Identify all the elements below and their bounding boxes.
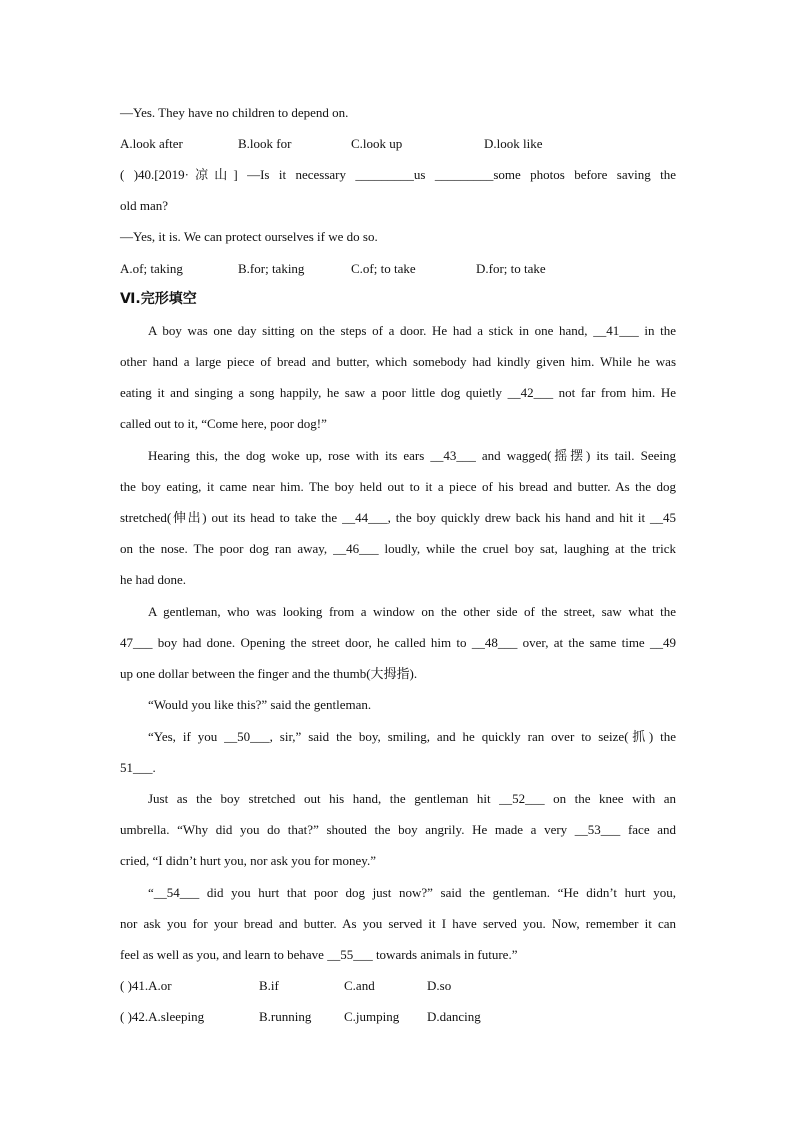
q40-option-b: B.for; taking xyxy=(238,261,305,276)
passage-line: “Would you like this?” said the gentleman. xyxy=(148,697,372,712)
q42-option-b: B.running xyxy=(259,1009,312,1024)
passage-line: nor ask you for your bread and butter. As you served it I have served you. Now, remember it can xyxy=(120,916,676,931)
q41-option-c: C.and xyxy=(344,978,375,993)
q39-option-b: B.look for xyxy=(238,136,292,151)
q39-option-a: A.look after xyxy=(120,136,183,151)
passage-line: A gentleman, who was looking from a window on the other side of the street, saw what the xyxy=(148,604,676,619)
q39-option-d: D.look like xyxy=(484,136,543,151)
passage-line: 47___ boy had done. Opening the street door, he called him to __48___ over, at the same time __49 xyxy=(120,635,676,650)
passage-line: cried, “I didn’t hurt you, nor ask you for money.” xyxy=(120,853,376,868)
q40-option-a: A.of; taking xyxy=(120,261,183,276)
dialogue-line: —Yes. They have no children to depend on. xyxy=(120,105,349,120)
q42-option-c: C.jumping xyxy=(344,1009,400,1024)
passage-line: stretched(伸出) out its head to take the __44___, the boy quickly drew back his hand and hit it __45 xyxy=(120,510,676,525)
q39-option-c: C.look up xyxy=(351,136,403,151)
q42-option-d: D.dancing xyxy=(427,1009,481,1024)
passage-line: feel as well as you, and learn to behave __55___ towards animals in future.” xyxy=(120,947,518,962)
q40-question-cont: old man? xyxy=(120,198,169,213)
passage-line: A boy was one day sitting on the steps of a door. He had a stick in one hand, __41___ in the xyxy=(148,323,676,338)
passage-line: up one dollar between the finger and the thumb(大拇指). xyxy=(120,666,418,681)
passage-line: on the nose. The poor dog ran away, __46___ loudly, while the cruel boy sat, laughing at the trick xyxy=(120,541,676,556)
q42-question: ( )42.A.sleeping xyxy=(120,1009,205,1024)
passage-line: eating it and singing a song happily, he saw a poor little dog quietly __42___ not far from him. He xyxy=(120,385,676,400)
passage-line: he had done. xyxy=(120,572,187,587)
q40-question: ( )40.[2019·凉山] —Is it necessary _________us _________some photos before saving the xyxy=(120,167,676,182)
q40-option-c: C.of; to take xyxy=(351,261,416,276)
passage-line: Hearing this, the dog woke up, rose with its ears __43___ and wagged(摇摆) its tail. Seeing xyxy=(148,448,676,463)
q41-option-b: B.if xyxy=(259,978,279,993)
q40-option-d: D.for; to take xyxy=(476,261,546,276)
passage-line: called out to it, “Come here, poor dog!” xyxy=(120,416,327,431)
q40-answer: —Yes, it is. We can protect ourselves if we do so. xyxy=(120,229,378,244)
passage-line: “__54___ did you hurt that poor dog just now?” said the gentleman. “He didn’t hurt you, xyxy=(148,885,676,900)
section-heading: Ⅵ.完形填空 xyxy=(120,291,197,307)
passage-line: 51___. xyxy=(120,760,156,775)
passage-line: the boy eating, it came near him. The boy held out to it a piece of his bread and butter. As the dog xyxy=(120,479,676,494)
passage-line: Just as the boy stretched out his hand, the gentleman hit __52___ on the knee with an xyxy=(148,791,676,806)
passage-line: “Yes, if you __50___, sir,” said the boy, smiling, and he quickly ran over to seize(抓) the xyxy=(148,729,676,744)
passage-line: other hand a large piece of bread and butter, which somebody had kindly given him. While he was xyxy=(120,354,676,369)
q41-question: ( )41.A.or xyxy=(120,978,172,993)
passage-line: umbrella. “Why did you do that?” shouted the boy angrily. He made a very __53___ face and xyxy=(120,822,676,837)
q41-option-d: D.so xyxy=(427,978,452,993)
